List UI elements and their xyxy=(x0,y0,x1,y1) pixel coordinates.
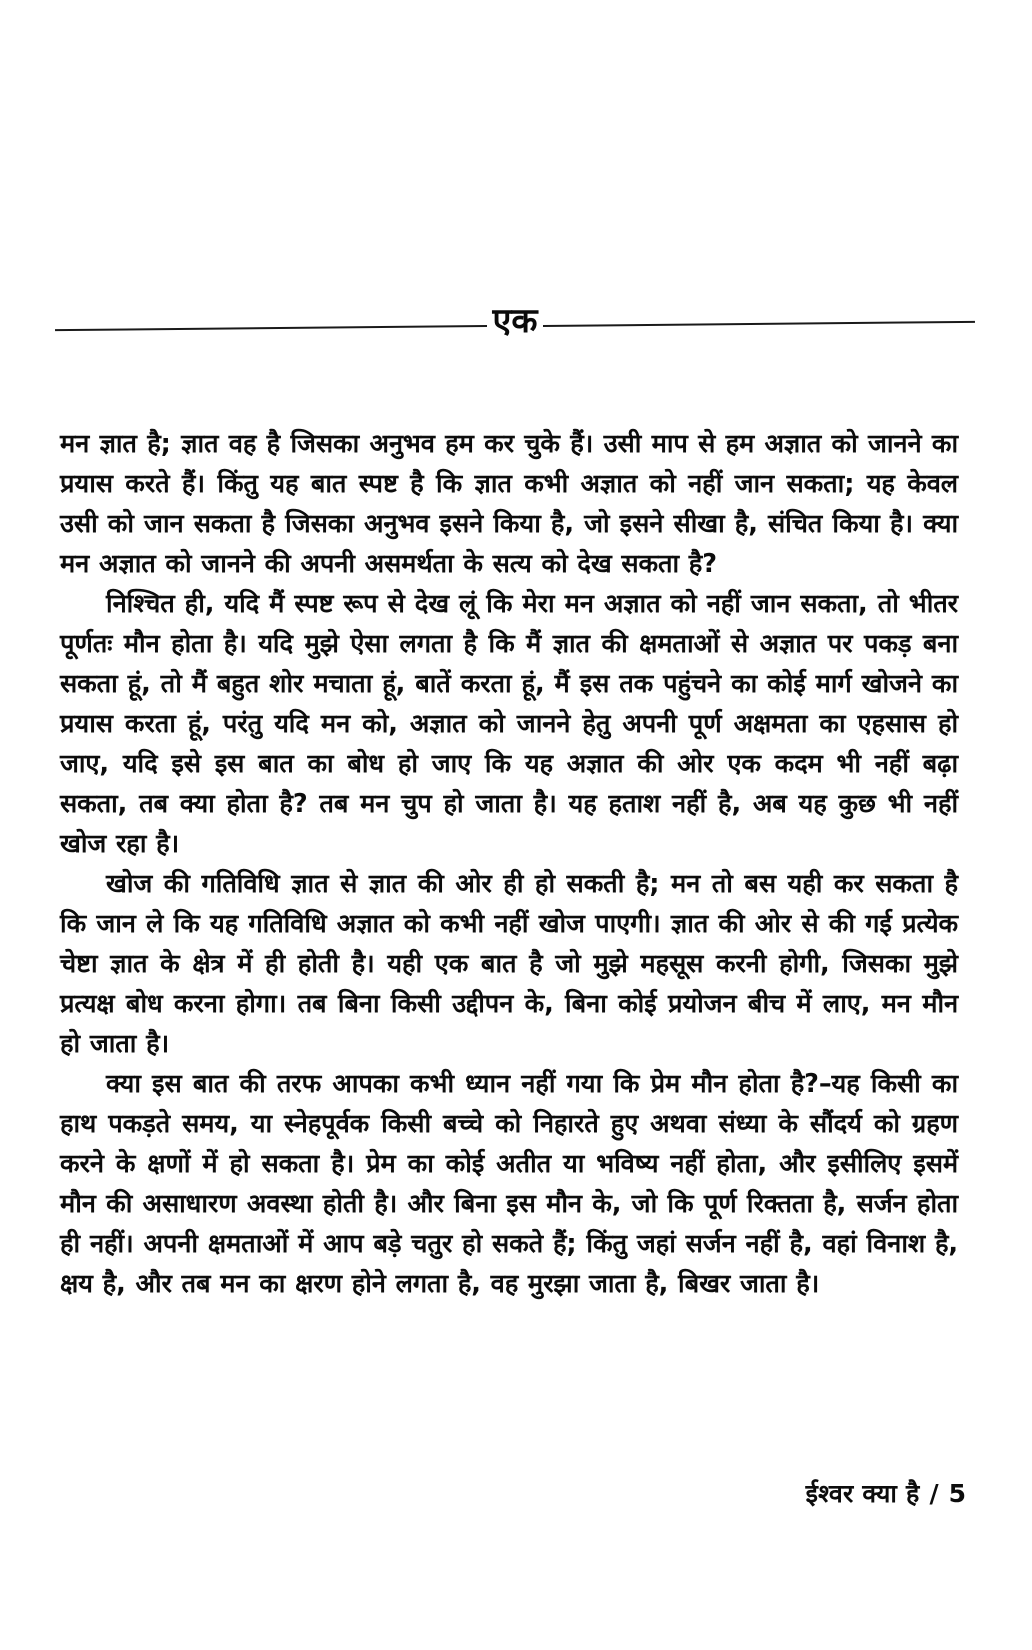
header-rule-left xyxy=(55,325,487,331)
body-text xyxy=(60,424,958,1304)
page-footer xyxy=(806,1476,966,1510)
paragraph: क्या इस बात की तरफ आपका कभी ध्यान नहीं गया कि प्रेम मौन होता है?–यह किसी का हाथ पकड़ते समय, या स्नेहपूर्वक किसी बच्चे को निहारते हुए अथवा संध्या के सौंदर्य को ग्रहण करने के क्षणों में हो सकता है। प्रेम का कोई अतीत या भविष्य नहीं होता, और इसीलिए इसमें मौन की असाधारण अवस्था होती है। और बिना इस मौन के, जो कि पूर्ण रिक्तता है, सर्जन होता ही नहीं। अपनी क्षमताओं में आप बड़े चतुर हो सकते हैं; किंतु जहां सर्जन नहीं है, वहां विनाश है, क्षय है, और तब मन का क्षरण होने लगता है, वह मुरझा जाता है, बिखर जाता है। xyxy=(60,1069,958,1299)
footer-book-title: ईश्वर क्या है xyxy=(805,1479,920,1508)
footer-separator: / xyxy=(929,1479,939,1508)
paragraph: खोज की गतिविधि ज्ञात से ज्ञात की ओर ही हो सकती है; मन तो बस यही कर सकता है कि जान ले कि यह गतिविधि अज्ञात को कभी नहीं खोज पाएगी। ज्ञात की ओर से की गई प्रत्येक चेष्टा ज्ञात के क्षेत्र में ही होती है। यही एक बात है जो मुझे महसूस करनी होगी, जिसका मुझे प्रत्यक्ष बोध करना होगा। तब बिना किसी उद्दीपन के, बिना कोई प्रयोजन बीच में लाए, मन मौन हो जाता है। xyxy=(60,869,958,1059)
header-rule-right xyxy=(543,321,975,327)
paragraph: मन ज्ञात है; ज्ञात वह है जिसका अनुभव हम कर चुके हैं। उसी माप से हम अज्ञात को जानने का प्रयास करते हैं। किंतु यह बात स्पष्ट है कि ज्ञात कभी अज्ञात को नहीं जान सकता; यह केवल उसी को जान सकता है जिसका अनुभव इसने किया है, जो इसने सीखा है, संचित किया है। क्या मन अज्ञात को जानने की अपनी असमर्थता के सत्य को देख सकता है? xyxy=(60,429,958,579)
chapter-title: एक xyxy=(492,301,538,341)
chapter-header xyxy=(55,296,975,352)
footer-page-number: 5 xyxy=(948,1479,966,1508)
paragraph: निश्चित ही, यदि मैं स्पष्ट रूप से देख लूं कि मेरा मन अज्ञात को नहीं जान सकता, तो भीतर पूर्णतः मौन होता है। यदि मुझे ऐसा लगता है कि मैं ज्ञात की क्षमताओं से अज्ञात पर पकड़ बना सकता हूं, तो मैं बहुत शोर मचाता हूं, बातें करता हूं, मैं इस तक पहुंचने का कोई मार्ग खोजने का प्रयास करता हूं, परंतु यदि मन को, अज्ञात को जानने हेतु अपनी पूर्ण अक्षमता का एहसास हो जाए, यदि इसे इस बात का बोध हो जाए कि यह अज्ञात की ओर एक कदम भी नहीं बढ़ा सकता, तब क्या होता है? तब मन चुप हो जाता है। यह हताश नहीं है, अब यह कुछ भी नहीं खोज रहा है। xyxy=(60,589,958,859)
